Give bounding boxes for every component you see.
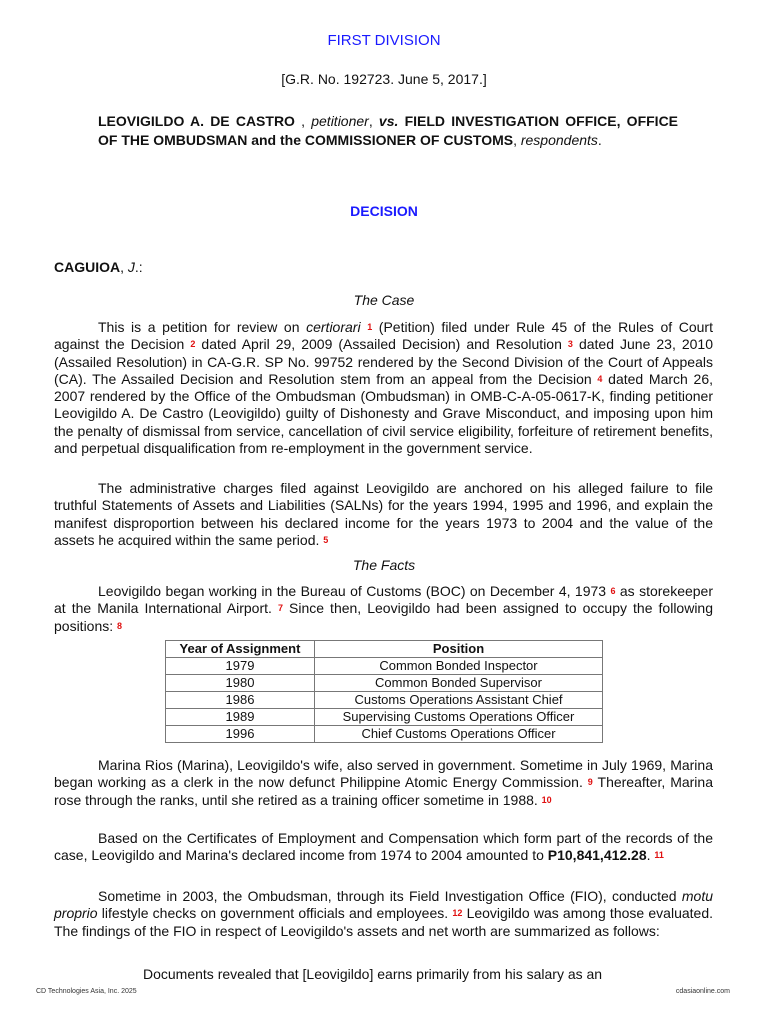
footnote-link-3[interactable]: 3 (567, 339, 573, 350)
positions-table (165, 640, 603, 743)
footnote-link-6[interactable]: 6 (610, 586, 616, 596)
column-header-position: Position (315, 641, 603, 658)
section-heading-the-facts: The Facts (352, 557, 416, 573)
footnote-link-9[interactable]: 9 (587, 777, 593, 788)
table-row (166, 675, 603, 692)
cell-year: 1986 (166, 692, 315, 709)
petitioner-name: LEOVIGILDO A. DE CASTRO (98, 113, 295, 129)
paragraph-3: Leovigildo began working in the Bureau of Customs (BOC) on December 4, 1973 6 as storekeeper at the Manila International Airport. 7 Since then, Leovigildo had been assigned to occupy the following positions: 8 (54, 583, 714, 634)
cell-position: Customs Operations Assistant Chief (315, 692, 603, 709)
ponente-name: CAGUIOA (54, 259, 121, 275)
footer-website: cdasiaonline.com (675, 988, 730, 995)
ponente-line: CAGUIOA, J.: (54, 259, 143, 275)
footnote-link-4[interactable]: 4 (597, 373, 603, 384)
respondents-role: respondents (520, 132, 598, 148)
cell-position: Supervising Customs Operations Officer (315, 709, 603, 726)
decision-heading: DECISION (350, 203, 418, 219)
cell-position: Common Bonded Inspector (315, 658, 603, 675)
case-number: [G.R. No. 192723. June 5, 2017.] (281, 71, 487, 87)
footnote-link-2[interactable]: 2 (190, 339, 196, 350)
cell-year: 1996 (166, 726, 315, 743)
paragraph-4: Marina Rios (Marina), Leovigildo's wife, also served in government. Sometime in July 1969, Marina began working as a clerk in the now defunct Philippine Atomic Energy Commission. 9 Thereafter, Marina rose through the ranks, until she retired as a training officer sometime in 1988. 10 (54, 757, 713, 808)
table-header-row (166, 641, 603, 658)
paragraph-6: Sometime in 2003, the Ombudsman, through its Field Investigation Office (FIO), conducted motu proprio lifestyle checks on government officials and employees. 12 Leovigildo was among those evaluated. The findings of the FIO in respect of Leovigildo's assets and net worth are summarized as follows: (54, 888, 713, 939)
table-row (166, 658, 603, 675)
case-parties: LEOVIGILDO A. DE CASTRO , petitioner, vs. FIELD INVESTIGATION OFFICE, OFFICE OF THE OMBUDSMAN and the COMMISSIONER OF CUSTOMS, respondents. (98, 113, 679, 148)
table-row (166, 692, 603, 709)
footnote-link-5[interactable]: 5 (323, 534, 329, 545)
table-row (166, 726, 603, 743)
cell-position: Chief Customs Operations Officer (315, 726, 603, 743)
footnote-link-10[interactable]: 10 (541, 794, 552, 805)
respondents-names: FIELD INVESTIGATION OFFICE, OFFICE OF THE OMBUDSMAN and the COMMISSIONER OF CUSTOMS (98, 113, 679, 148)
versus: vs. (378, 113, 399, 129)
footnote-link-7[interactable]: 7 (277, 603, 283, 614)
footnote-link-1[interactable]: 1 (367, 322, 373, 332)
section-heading-the-case: The Case (353, 292, 415, 308)
declared-income-amount: P10,841,412.28 (547, 847, 647, 864)
footnote-link-8[interactable]: 8 (117, 620, 123, 631)
cell-year: 1979 (166, 658, 315, 675)
cell-position: Common Bonded Supervisor (315, 675, 603, 692)
petitioner-role: petitioner (311, 113, 369, 129)
cell-year: 1980 (166, 675, 315, 692)
column-header-year: Year of Assignment (166, 641, 315, 658)
block-quote: Documents revealed that [Leovigildo] earns primarily from his salary as an (143, 966, 603, 982)
paragraph-1: This is a petition for review on certiorari 1 (Petition) filed under Rule 45 of the Rules of Court against the Decision 2 dated April 29, 2009 (Assailed Decision) and Resolution 3 dated June 23, 2010 (Assailed Resolution) in CA-G.R. SP No. 99752 rendered by the Second Division of the Court of Appeals (CA). The Assailed Decision and Resolution stem from an appeal from the Decision 4 dated March 26, 2007 rendered by the Office of the Ombudsman (Ombudsman) in OMB-C-A-05-0617-K, finding petitioner Leovigildo A. De Castro (Leovigildo) guilty of Dishonesty and Grave Misconduct, and imposing upon him the penalty of dismissal from service, cancellation of civil service eligibility, forfeiture of retirement benefits, and perpetual disqualification from re-employment in the government service. (54, 319, 714, 457)
footnote-link-12[interactable]: 12 (452, 908, 463, 919)
footnote-link-11[interactable]: 11 (654, 850, 664, 861)
table-row (166, 709, 603, 726)
footer-copyright: CD Technologies Asia, Inc. 2025 (36, 988, 137, 995)
ponente-title: J (127, 259, 135, 275)
cell-year: 1989 (166, 709, 315, 726)
paragraph-5: Based on the Certificates of Employment and Compensation which form part of the records of the case, Leovigildo and Marina's declared income from 1974 to 2004 amounted to P10,841,412.28. 11 (54, 830, 713, 864)
division-heading: FIRST DIVISION (327, 32, 441, 49)
paragraph-2: The administrative charges filed against Leovigildo are anchored on his alleged failure to file truthful Statements of Assets and Liabilities (SALNs) for the years 1994, 1995 and 1996, and explain the manifest disproportion between his declared income for the years 1973 to 2004 and the value of the assets he acquired within the same period. 5 (54, 480, 713, 548)
